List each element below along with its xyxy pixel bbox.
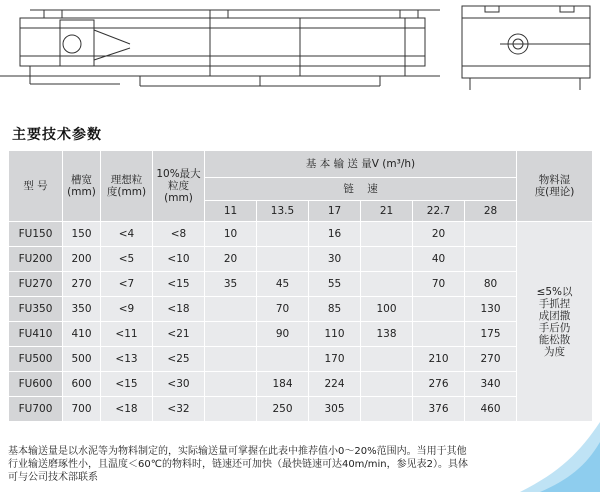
table-row [9, 247, 593, 272]
ideal-particle-cell: <7 [101, 272, 153, 297]
capacity-cell: 175 [465, 322, 517, 347]
capacity-cell: 80 [465, 272, 517, 297]
capacity-cell: 376 [413, 397, 465, 422]
capacity-cell: 460 [465, 397, 517, 422]
capacity-cell [205, 322, 257, 347]
capacity-cell: 100 [361, 297, 413, 322]
table-row [9, 372, 593, 397]
max-particle-cell: <18 [153, 297, 205, 322]
capacity-cell [361, 247, 413, 272]
capacity-cell [257, 222, 309, 247]
capacity-cell: 85 [309, 297, 361, 322]
capacity-cell: 276 [413, 372, 465, 397]
ideal-particle-cell: <11 [101, 322, 153, 347]
header-model: 型 号 [9, 151, 63, 222]
capacity-cell: 55 [309, 272, 361, 297]
ideal-particle-cell: <4 [101, 222, 153, 247]
footnote: 基本输送量是以水泥等为物料制定的，实际输送量可掌握在此表中推荐值小0～20%范围内。当用于其他 行业输送磨琢性小，且温度＜60℃的物料时，链速还可加快（最快链速可达40m/min，参见表2）。具体 可与公司技术部联系 [8, 446, 469, 483]
capacity-cell: 90 [257, 322, 309, 347]
capacity-cell [257, 347, 309, 372]
trough-width-cell: 600 [63, 372, 101, 397]
capacity-cell: 138 [361, 322, 413, 347]
model-cell: FU150 [9, 222, 63, 247]
capacity-cell: 10 [205, 222, 257, 247]
capacity-cell: 270 [465, 347, 517, 372]
capacity-cell: 130 [465, 297, 517, 322]
capacity-cell [361, 272, 413, 297]
ideal-particle-cell: <9 [101, 297, 153, 322]
capacity-cell: 210 [413, 347, 465, 372]
ideal-particle-cell: <13 [101, 347, 153, 372]
capacity-cell [361, 347, 413, 372]
header-trough-width: 槽宽 (mm) [63, 151, 101, 222]
decorative-wave [520, 422, 600, 492]
model-cell: FU200 [9, 247, 63, 272]
spec-table [8, 150, 593, 422]
trough-width-cell: 500 [63, 347, 101, 372]
model-cell: FU410 [9, 322, 63, 347]
header-max-particle: 10%最大 粒度 (mm) [153, 151, 205, 222]
model-cell: FU500 [9, 347, 63, 372]
ideal-particle-cell: <5 [101, 247, 153, 272]
capacity-cell: 16 [309, 222, 361, 247]
capacity-cell: 35 [205, 272, 257, 297]
max-particle-cell: <10 [153, 247, 205, 272]
section-title: 主要技术参数 [12, 127, 102, 143]
trough-width-cell: 270 [63, 272, 101, 297]
max-particle-cell: <32 [153, 397, 205, 422]
table-row [9, 272, 593, 297]
speed-header: 28 [465, 201, 517, 222]
trough-width-cell: 150 [63, 222, 101, 247]
capacity-cell: 20 [205, 247, 257, 272]
header-chain-speed: 链 速 [205, 178, 517, 201]
capacity-cell [257, 247, 309, 272]
trough-width-cell: 410 [63, 322, 101, 347]
max-particle-cell: <15 [153, 272, 205, 297]
capacity-cell [413, 322, 465, 347]
speed-header: 13.5 [257, 201, 309, 222]
capacity-cell: 40 [413, 247, 465, 272]
capacity-cell: 250 [257, 397, 309, 422]
capacity-cell [361, 372, 413, 397]
table-row [9, 222, 593, 247]
max-particle-cell: <8 [153, 222, 205, 247]
max-particle-cell: <21 [153, 322, 205, 347]
table-row [9, 397, 593, 422]
model-cell: FU350 [9, 297, 63, 322]
speed-header: 11 [205, 201, 257, 222]
capacity-cell: 170 [309, 347, 361, 372]
model-cell: FU700 [9, 397, 63, 422]
capacity-cell [465, 247, 517, 272]
header-capacity: 基 本 输 送 量V (m³/h) [205, 151, 517, 178]
capacity-cell [205, 372, 257, 397]
header-ideal-particle: 理想粒 度(mm) [101, 151, 153, 222]
moisture-note: ≤5%以 手抓捏 成团撒 手后仍 能松散 为度 [517, 222, 593, 422]
table-row [9, 347, 593, 372]
capacity-cell: 30 [309, 247, 361, 272]
capacity-cell: 224 [309, 372, 361, 397]
capacity-cell [465, 222, 517, 247]
capacity-cell: 110 [309, 322, 361, 347]
capacity-cell: 45 [257, 272, 309, 297]
table-row [9, 297, 593, 322]
capacity-cell [413, 297, 465, 322]
conveyor-drawing [0, 0, 600, 104]
table-row [9, 322, 593, 347]
capacity-cell [205, 297, 257, 322]
trough-width-cell: 200 [63, 247, 101, 272]
capacity-cell [361, 222, 413, 247]
capacity-cell: 340 [465, 372, 517, 397]
max-particle-cell: <25 [153, 347, 205, 372]
speed-header: 22.7 [413, 201, 465, 222]
model-cell: FU270 [9, 272, 63, 297]
capacity-cell [361, 397, 413, 422]
speed-header: 21 [361, 201, 413, 222]
trough-width-cell: 700 [63, 397, 101, 422]
capacity-cell: 20 [413, 222, 465, 247]
model-cell: FU600 [9, 372, 63, 397]
header-moisture: 物料湿 度(理论) [517, 151, 593, 222]
max-particle-cell: <30 [153, 372, 205, 397]
speed-header: 17 [309, 201, 361, 222]
capacity-cell: 70 [257, 297, 309, 322]
capacity-cell: 184 [257, 372, 309, 397]
ideal-particle-cell: <18 [101, 397, 153, 422]
ideal-particle-cell: <15 [101, 372, 153, 397]
capacity-cell: 305 [309, 397, 361, 422]
capacity-cell [205, 347, 257, 372]
trough-width-cell: 350 [63, 297, 101, 322]
capacity-cell: 70 [413, 272, 465, 297]
capacity-cell [205, 397, 257, 422]
